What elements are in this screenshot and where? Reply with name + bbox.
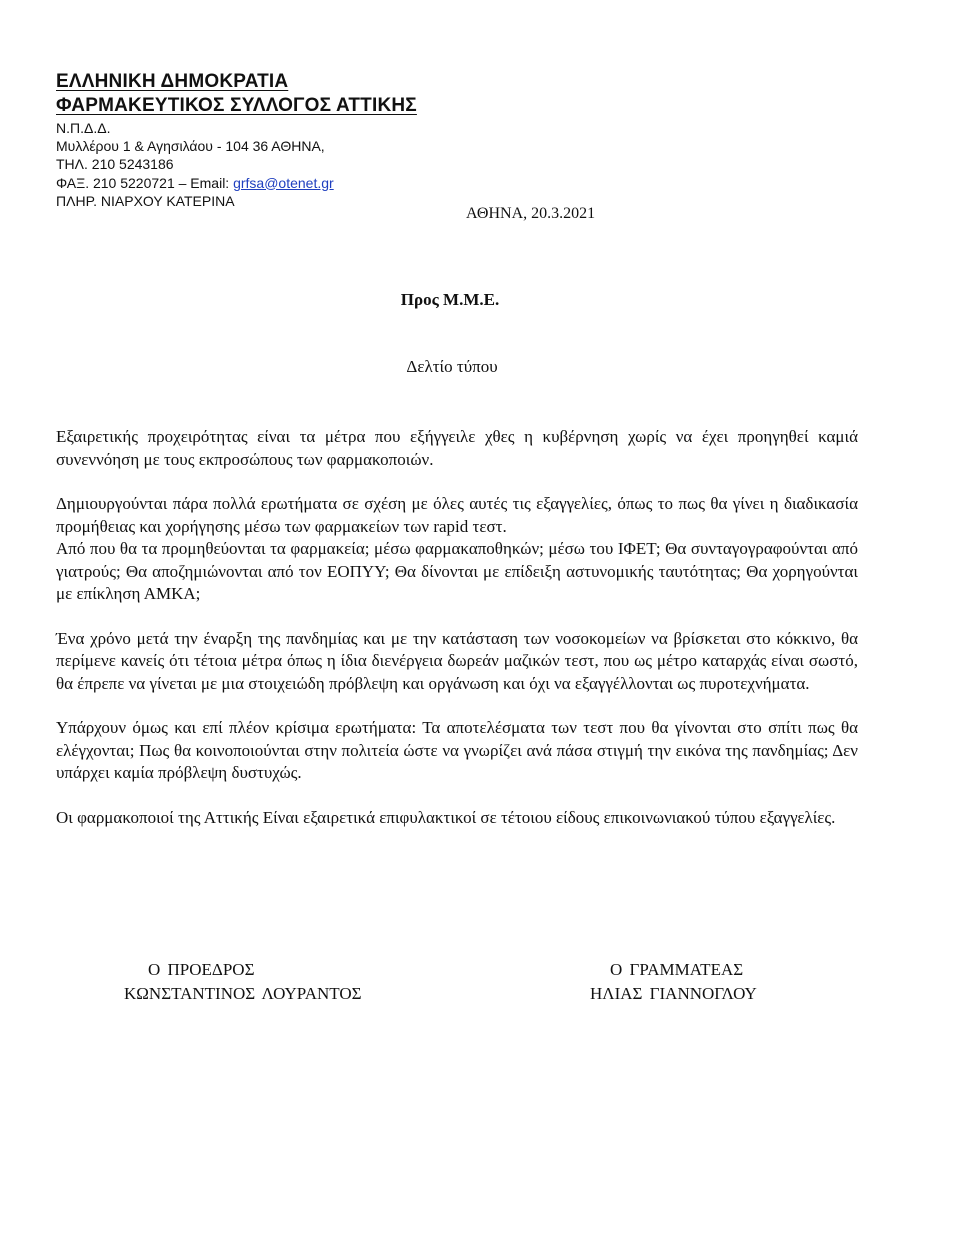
document-type-heading: Δελτίο τύπου: [406, 357, 498, 376]
letter-date: ΑΘΗΝΑ, 20.3.2021: [466, 205, 596, 222]
address-line: Μυλλέρου 1 & Αγησιλάου - 104 36 ΑΘΗΝΑ,: [56, 138, 325, 155]
contact-person-line: ΠΛΗΡ. ΝΙΑΡΧΟΥ ΚΑΤΕΡΙΝΑ: [56, 192, 235, 209]
body-paragraph-1: Εξαιρετικής προχειρότητας είναι τα μέτρα που εξήγγειλε χθες η κυβέρνηση χωρίς να έχει προηγηθεί καμιά συνεννόηση με τους εκπροσώπους των φαρμακοποιών.: [56, 427, 858, 469]
phone-line: ΤΗΛ. 210 5243186: [56, 156, 174, 173]
fax-email-line: [56, 174, 417, 192]
org-name-line-2: ΦΑΡΜΑΚΕΥΤΙΚΟΣ ΣΥΛΛΟΓΟΣ ΑΤΤΙΚΗΣ: [56, 95, 417, 116]
letterhead: [56, 70, 417, 210]
recipient-heading: Προς Μ.Μ.Ε.: [400, 290, 500, 309]
org-name-line-1: ΕΛΛΗΝΙΚΗ ΔΗΜΟΚΡΑΤΙΑ: [56, 71, 289, 92]
contact-block: [56, 119, 417, 210]
body-paragraph-3: Ένα χρόνο μετά την έναρξη της πανδημίας και με την κατάσταση των νοσοκομείων να βρίσκεται στο κόκκινο, θα περίμενε κανείς ότι τέτοια μέτρα όπως η ίδια διενέργεια δωρεάν μαζικών τεστ, που ως μέτρο καταρχάς είναι σωστό, θα έπρεπε να γίνεται με μια στοιχειώδη πρόβλεψη και οργάνωση και όχι να εξαγγέλλονται ως πυροτεχνήματα.: [56, 628, 858, 693]
secretary-title: Ο ΓΡΑΜΜΑΤΕΑΣ: [610, 960, 744, 979]
president-name: ΚΩΝΣΤΑΝΤΙΝΟΣ ΛΟΥΡΑΝΤΟΣ: [124, 984, 362, 1003]
body-paragraph-2b: Από που θα τα προμηθεύονται τα φαρμακεία; μέσω φαρμακαποθηκών; μέσω του ΙΦΕΤ; Θα συνταγογραφούνται από γιατρούς; Θα αποζημιώνονται από τον ΕΟΠΥΥ; Θα δίνονται με επίδειξη αστυνομικής ταυτότητας; Θα χορηγούνται με επίκληση ΑΜΚΑ;: [56, 539, 858, 603]
body-paragraph-5: Οι φαρμακοποιοί της Αττικής Είναι εξαιρετικά επιφυλακτικοί σε τέτοιου είδους επικοινωνιακού τύπου εξαγγελίες.: [56, 807, 836, 827]
press-release-body: [56, 426, 858, 851]
secretary-name: ΗΛΙΑΣ ΓΙΑΝΝΟΓΛΟΥ: [590, 984, 757, 1003]
legal-form: Ν.Π.Δ.Δ.: [56, 120, 111, 136]
body-paragraph-2a: Δημιουργούνται πάρα πολλά ερωτήματα σε σχέση με όλες αυτές τις εξαγγελίες, όπως το πως θα γίνει η διαδικασία προμήθειας και χορήγησης μέσω των φαρμακείων των rapid τεστ.: [56, 494, 858, 536]
body-paragraph-4: Υπάρχουν όμως και επί πλέον κρίσιμα ερωτήματα: Τα αποτελέσματα των τεστ που θα γίνονται στο σπίτι πως θα ελέγχονται; Πως θα κοινοποιούνται στην πολιτεία ώστε να γνωρίζει ανά πάσα στιγμή την εικόνα της πανδημίας; Δεν υπάρχει καμία πρόβλεψη δυστυχώς.: [56, 718, 858, 782]
fax-label: ΦΑΞ. 210 5220721 – Email:: [56, 174, 234, 191]
email-link[interactable]: grfsa@otenet.gr: [233, 174, 334, 191]
president-title: Ο ΠΡΟΕΔΡΟΣ: [148, 960, 255, 979]
